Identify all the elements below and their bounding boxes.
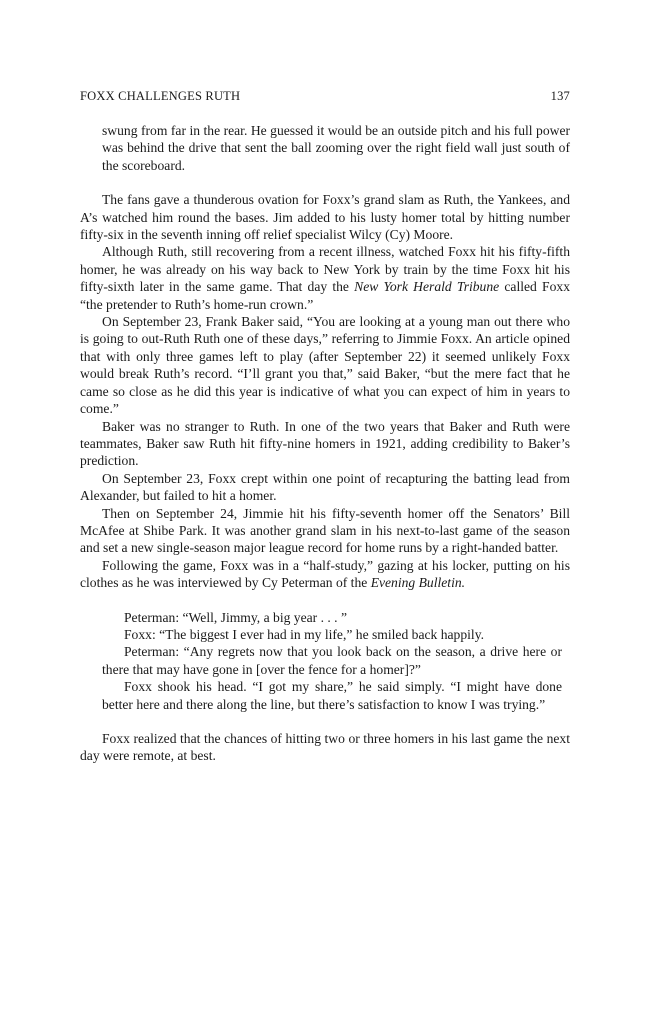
- paragraph-2: [80, 243, 570, 313]
- opening-quote-text: swung from far in the rear. He guessed it would be an outside pitch and his full power was behind the drive that sent the ball zooming over the right field wall just south of the scoreboard.: [102, 123, 570, 173]
- paragraph-2-text: Although Ruth, still recovering from a recent illness, watched Foxx hit his fifty-fifth homer, he was already on his way back to New York by train by the time Foxx hit his fifty-sixth later in the same game. That day the: [80, 244, 570, 295]
- opening-quote-block: [80, 122, 570, 174]
- closing-paragraph: Foxx realized that the chances of hitting two or three homers in his last game the next day were remote, at best.: [80, 731, 570, 764]
- page-number: 137: [550, 89, 570, 103]
- page-header: [80, 89, 570, 104]
- tribune-title: New York Herald Tribune: [354, 279, 500, 295]
- interview-line: Foxx shook his head. “I got my share,” he said simply. “I might have done better here and there along the line, but there’s satisfaction to know I was trying.”: [102, 679, 562, 712]
- interview-block: [80, 609, 570, 713]
- paragraph-2-end: called Foxx “the pretender to Ruth’s home-run crown.”: [80, 279, 570, 312]
- interview-line: Foxx: “The biggest I ever had in my life,” he smiled back happily.: [124, 626, 485, 642]
- running-title: FOXX CHALLENGES RUTH: [80, 89, 241, 103]
- paragraph-4: Baker was no stranger to Ruth. In one of the two years that Baker and Ruth were teammates, Baker saw Ruth hit fifty-nine homers in 1921, adding credibility to Baker’s prediction.: [80, 418, 570, 469]
- paragraph-7: [80, 557, 570, 592]
- paragraph-3: On September 23, Frank Baker said, “You are looking at a young man out there who is going to out-Ruth Ruth one of these days,” referring to Jimmie Foxx. An article opined that with only three games left to play (after September 22) it seemed unlikely Foxx would break Ruth’s record. “I’ll grant you that,” said Baker, “but the mere fact that he came so close as he did this year is indicative of what you can expect of him in years to come.”: [80, 314, 570, 417]
- interview-line: Peterman: “Well, Jimmy, a big year . . . ”: [124, 609, 348, 625]
- paragraph-1: The fans gave a thunderous ovation for Foxx’s grand slam as Ruth, the Yankees, and A’s watched him round the bases. Jim added to his lusty homer total by hitting number fifty-six in the seventh inning off relief specialist Wilcy (Cy) Moore.: [80, 192, 570, 243]
- bulletin-title: Evening Bulletin.: [370, 575, 466, 591]
- paragraph-7-text: Following the game, Foxx was in a “half-study,” gazing at his locker, putting on his clothes as he was interviewed by Cy Peterman of the: [80, 557, 570, 591]
- interview-line: Peterman: “Any regrets now that you look back on the season, a drive here or there that may have gone in [over the fence for a homer]?”: [102, 644, 562, 677]
- paragraph-6: Then on September 24, Jimmie hit his fifty-seventh homer off the Senators’ Bill McAfee at Shibe Park. It was another grand slam in his next-to-last game of the season and set a new single-season major league record for home runs by a right-handed batter.: [80, 505, 570, 556]
- paragraph-5: On September 23, Foxx crept within one point of recapturing the batting lead from Alexander, but failed to hit a homer.: [80, 470, 570, 504]
- page-body: [80, 122, 570, 765]
